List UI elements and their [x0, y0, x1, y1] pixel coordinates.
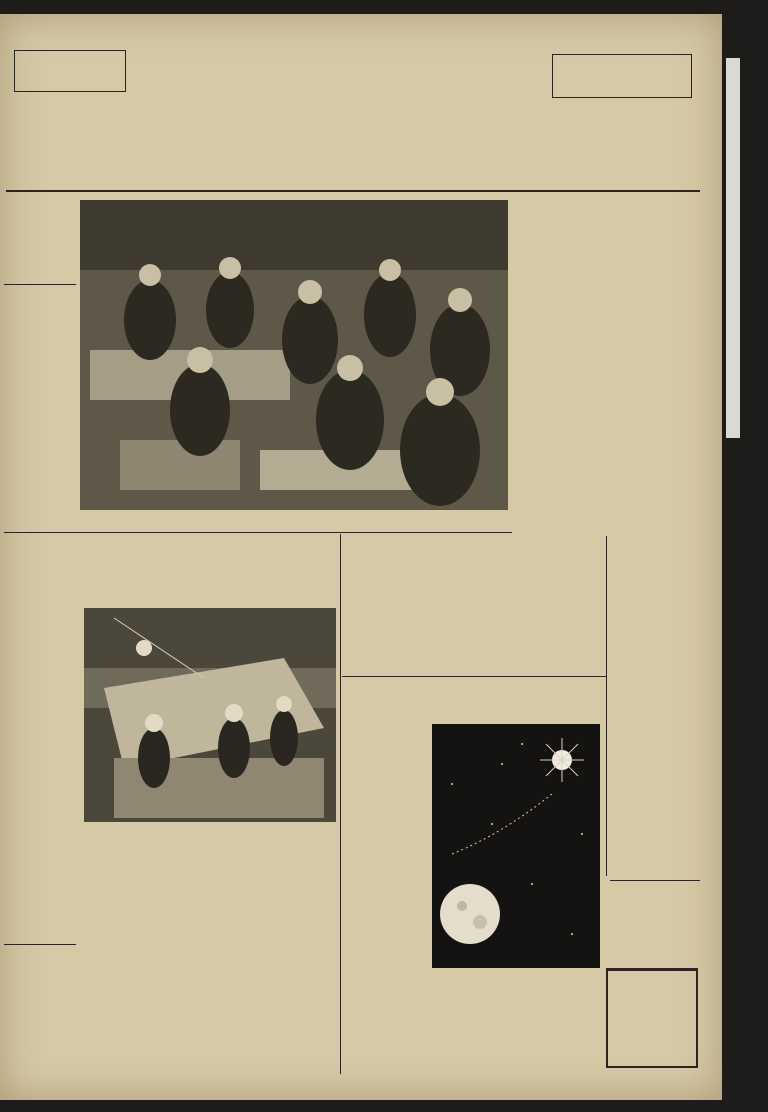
planetoid-image	[432, 724, 600, 968]
oro-ad-title	[608, 970, 696, 971]
fishing-photo	[84, 608, 336, 822]
newspaper-page	[0, 14, 722, 1100]
planetoid-rule	[342, 676, 606, 677]
baltra-story	[4, 588, 78, 832]
planetoid-body	[344, 725, 428, 895]
gray-calibration-strip	[726, 58, 740, 438]
planetoid-bottom-col	[344, 972, 428, 1072]
left-story-1	[4, 196, 76, 282]
planetoid-bottom-right	[432, 1014, 600, 1072]
side-rule	[610, 880, 700, 881]
left-news-column	[4, 196, 76, 521]
chamber-photo	[80, 200, 508, 510]
header-rule	[6, 190, 700, 192]
dateline-box	[14, 50, 126, 92]
incident-body	[514, 200, 700, 508]
center-vertical-rule	[340, 534, 341, 1074]
planetoid-illustration	[432, 724, 600, 968]
railway-body	[4, 982, 76, 1072]
incident-story	[514, 196, 700, 534]
incident-continued	[610, 536, 700, 876]
railway-rule	[4, 944, 76, 945]
right-col-rule	[606, 536, 607, 876]
lan-body	[344, 570, 512, 674]
left-story-3	[4, 402, 76, 520]
mid-rule	[4, 532, 512, 533]
left-story-2	[4, 288, 76, 398]
planetoid-caption-text	[432, 972, 600, 1012]
baltra-body	[4, 592, 78, 782]
chamber-photo-image	[80, 200, 508, 510]
banquet-story	[610, 884, 700, 964]
planetoid-story	[344, 722, 428, 968]
left-divider	[4, 284, 76, 285]
economy-columns	[78, 844, 340, 1072]
fishing-photo-image	[84, 608, 336, 822]
oro-ad	[606, 968, 698, 1068]
weather-box	[552, 54, 692, 98]
banquet-body	[610, 884, 700, 934]
